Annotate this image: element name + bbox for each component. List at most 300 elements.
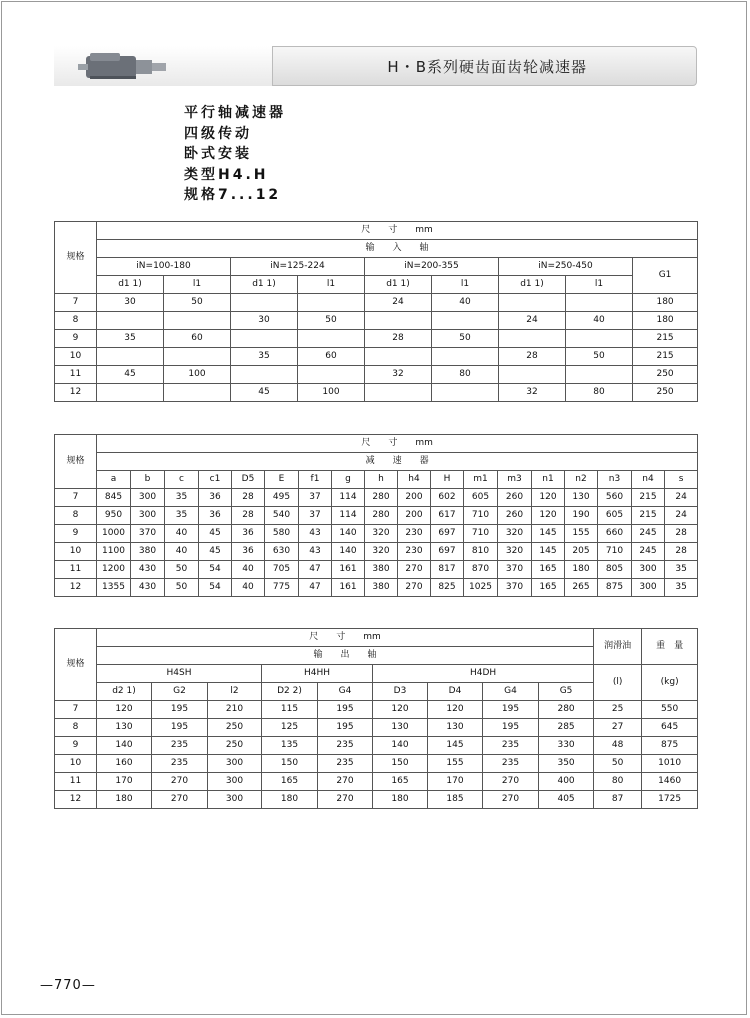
value-cell: 50 bbox=[432, 330, 499, 348]
value-cell: 120 bbox=[428, 701, 483, 719]
group-header: 减 速 器 bbox=[97, 453, 698, 471]
value-cell bbox=[566, 294, 633, 312]
ratio-header: iN=125-224 bbox=[231, 258, 365, 276]
value-cell: 1725 bbox=[642, 791, 698, 809]
value-cell: 195 bbox=[483, 701, 539, 719]
value-cell: 145 bbox=[428, 737, 483, 755]
value-cell: 550 bbox=[642, 701, 698, 719]
column-header: d1 1) bbox=[97, 276, 164, 294]
spec-cell: 11 bbox=[55, 366, 97, 384]
column-header: l1 bbox=[432, 276, 499, 294]
value-cell: 195 bbox=[152, 719, 208, 737]
value-cell: 36 bbox=[199, 489, 232, 507]
value-cell: 270 bbox=[483, 773, 539, 791]
reducer-dimension-table bbox=[54, 434, 698, 597]
value-cell: 24 bbox=[665, 489, 698, 507]
value-cell: 200 bbox=[398, 489, 431, 507]
gear-reducer-icon bbox=[76, 50, 186, 82]
value-cell: 165 bbox=[373, 773, 428, 791]
value-cell: 300 bbox=[208, 791, 262, 809]
table-row bbox=[55, 773, 698, 791]
value-cell: 50 bbox=[594, 755, 642, 773]
value-cell bbox=[499, 366, 566, 384]
value-cell: 875 bbox=[642, 737, 698, 755]
value-cell: 35 bbox=[665, 579, 698, 597]
value-cell: 825 bbox=[431, 579, 464, 597]
table-row bbox=[55, 348, 698, 366]
value-cell: 50 bbox=[165, 579, 199, 597]
value-cell: 270 bbox=[398, 579, 431, 597]
column-header: d1 1) bbox=[499, 276, 566, 294]
value-cell: 1460 bbox=[642, 773, 698, 791]
value-cell: 235 bbox=[318, 755, 373, 773]
value-cell: 215 bbox=[633, 330, 698, 348]
value-cell: 215 bbox=[632, 489, 665, 507]
value-cell bbox=[365, 384, 432, 402]
value-cell: 161 bbox=[332, 561, 365, 579]
value-cell: 120 bbox=[97, 701, 152, 719]
value-cell: 270 bbox=[152, 773, 208, 791]
value-cell: 380 bbox=[131, 543, 165, 561]
weight-unit: (kg) bbox=[642, 665, 698, 701]
value-cell: 875 bbox=[598, 579, 632, 597]
value-cell: 24 bbox=[499, 312, 566, 330]
column-header: E bbox=[265, 471, 299, 489]
spec-cell: 11 bbox=[55, 561, 97, 579]
column-header: H bbox=[431, 471, 464, 489]
value-cell: 630 bbox=[265, 543, 299, 561]
value-cell: 250 bbox=[208, 719, 262, 737]
value-cell: 280 bbox=[365, 489, 398, 507]
value-cell: 200 bbox=[398, 507, 431, 525]
subgroup-header: H4DH bbox=[373, 665, 594, 683]
value-cell: 580 bbox=[265, 525, 299, 543]
value-cell: 28 bbox=[232, 489, 265, 507]
value-cell: 270 bbox=[318, 773, 373, 791]
value-cell: 350 bbox=[539, 755, 594, 773]
column-header: a bbox=[97, 471, 131, 489]
value-cell: 710 bbox=[464, 507, 498, 525]
column-header: f1 bbox=[299, 471, 332, 489]
value-cell: 160 bbox=[97, 755, 152, 773]
value-cell: 320 bbox=[365, 543, 398, 561]
value-cell: 45 bbox=[231, 384, 298, 402]
output-shaft-table bbox=[54, 628, 698, 809]
value-cell: 120 bbox=[532, 507, 565, 525]
column-header: m1 bbox=[464, 471, 498, 489]
value-cell: 810 bbox=[464, 543, 498, 561]
spec-cell: 8 bbox=[55, 507, 97, 525]
group-header: 输 入 轴 bbox=[97, 240, 698, 258]
header-title: H・B系列硬齿面齿轮减速器 bbox=[387, 58, 587, 76]
value-cell: 1010 bbox=[642, 755, 698, 773]
column-header: n3 bbox=[598, 471, 632, 489]
value-cell: 45 bbox=[97, 366, 164, 384]
value-cell: 300 bbox=[131, 507, 165, 525]
value-cell: 150 bbox=[262, 755, 318, 773]
value-cell: 1025 bbox=[464, 579, 498, 597]
value-cell bbox=[432, 348, 499, 366]
value-cell bbox=[164, 384, 231, 402]
value-cell: 145 bbox=[532, 543, 565, 561]
value-cell: 660 bbox=[598, 525, 632, 543]
value-cell: 35 bbox=[231, 348, 298, 366]
value-cell: 370 bbox=[131, 525, 165, 543]
value-cell: 845 bbox=[97, 489, 131, 507]
value-cell: 235 bbox=[483, 737, 539, 755]
column-header: d2 1) bbox=[97, 683, 152, 701]
value-cell: 54 bbox=[199, 579, 232, 597]
value-cell: 36 bbox=[232, 525, 265, 543]
value-cell bbox=[97, 384, 164, 402]
column-header: D2 2) bbox=[262, 683, 318, 701]
table-row bbox=[55, 719, 698, 737]
column-header: m3 bbox=[498, 471, 532, 489]
column-header: D5 bbox=[232, 471, 265, 489]
column-header: h4 bbox=[398, 471, 431, 489]
value-cell bbox=[164, 312, 231, 330]
spec-cell: 12 bbox=[55, 791, 97, 809]
value-cell bbox=[97, 348, 164, 366]
table-row bbox=[55, 543, 698, 561]
subgroup-header: H4HH bbox=[262, 665, 373, 683]
table-row bbox=[55, 579, 698, 597]
spec-cell: 11 bbox=[55, 773, 97, 791]
spec-cell: 12 bbox=[55, 579, 97, 597]
value-cell: 775 bbox=[265, 579, 299, 597]
value-cell: 170 bbox=[428, 773, 483, 791]
value-cell bbox=[231, 294, 298, 312]
value-cell: 270 bbox=[318, 791, 373, 809]
value-cell: 25 bbox=[594, 701, 642, 719]
column-header: h bbox=[365, 471, 398, 489]
g1-header: G1 bbox=[633, 258, 698, 294]
table-row bbox=[55, 312, 698, 330]
value-cell: 210 bbox=[208, 701, 262, 719]
ratio-header: iN=250-450 bbox=[499, 258, 633, 276]
column-header: G2 bbox=[152, 683, 208, 701]
value-cell: 60 bbox=[164, 330, 231, 348]
value-cell: 28 bbox=[665, 525, 698, 543]
value-cell: 1000 bbox=[97, 525, 131, 543]
value-cell: 230 bbox=[398, 525, 431, 543]
spec-cell: 7 bbox=[55, 489, 97, 507]
value-cell: 35 bbox=[165, 507, 199, 525]
value-cell: 140 bbox=[332, 543, 365, 561]
value-cell: 145 bbox=[532, 525, 565, 543]
column-header: d1 1) bbox=[365, 276, 432, 294]
value-cell: 270 bbox=[152, 791, 208, 809]
value-cell: 185 bbox=[428, 791, 483, 809]
value-cell: 43 bbox=[299, 543, 332, 561]
dimension-header: 尺 寸 mm bbox=[97, 222, 698, 240]
value-cell: 300 bbox=[208, 773, 262, 791]
value-cell: 50 bbox=[165, 561, 199, 579]
column-header: l1 bbox=[298, 276, 365, 294]
value-cell: 405 bbox=[539, 791, 594, 809]
value-cell: 50 bbox=[298, 312, 365, 330]
value-cell: 40 bbox=[165, 543, 199, 561]
value-cell: 235 bbox=[318, 737, 373, 755]
subgroup-header: H4SH bbox=[97, 665, 262, 683]
spec-cell: 7 bbox=[55, 701, 97, 719]
value-cell: 380 bbox=[365, 561, 398, 579]
value-cell: 114 bbox=[332, 507, 365, 525]
column-header: d1 1) bbox=[231, 276, 298, 294]
value-cell: 270 bbox=[483, 791, 539, 809]
value-cell: 35 bbox=[665, 561, 698, 579]
spec-cell: 8 bbox=[55, 719, 97, 737]
value-cell: 80 bbox=[566, 384, 633, 402]
value-cell: 37 bbox=[299, 507, 332, 525]
value-cell: 120 bbox=[532, 489, 565, 507]
column-header: c1 bbox=[199, 471, 232, 489]
table-row bbox=[55, 366, 698, 384]
value-cell: 50 bbox=[164, 294, 231, 312]
value-cell: 260 bbox=[498, 489, 532, 507]
value-cell: 190 bbox=[565, 507, 598, 525]
column-header: n1 bbox=[532, 471, 565, 489]
value-cell: 300 bbox=[632, 579, 665, 597]
value-cell: 205 bbox=[565, 543, 598, 561]
value-cell: 370 bbox=[498, 579, 532, 597]
value-cell bbox=[298, 294, 365, 312]
value-cell: 45 bbox=[199, 543, 232, 561]
value-cell bbox=[499, 294, 566, 312]
value-cell: 320 bbox=[498, 525, 532, 543]
value-cell: 47 bbox=[299, 579, 332, 597]
value-cell bbox=[298, 330, 365, 348]
value-cell: 300 bbox=[632, 561, 665, 579]
spec-line-model: 类型H4.H bbox=[184, 166, 269, 183]
spec-cell: 10 bbox=[55, 543, 97, 561]
value-cell: 235 bbox=[152, 737, 208, 755]
column-header: l1 bbox=[164, 276, 231, 294]
value-cell bbox=[432, 384, 499, 402]
spec-block bbox=[184, 103, 286, 206]
value-cell: 135 bbox=[262, 737, 318, 755]
value-cell bbox=[97, 312, 164, 330]
spec-cell: 10 bbox=[55, 755, 97, 773]
value-cell: 130 bbox=[97, 719, 152, 737]
table-row bbox=[55, 525, 698, 543]
value-cell bbox=[432, 312, 499, 330]
value-cell: 400 bbox=[539, 773, 594, 791]
value-cell bbox=[298, 366, 365, 384]
value-cell bbox=[365, 312, 432, 330]
value-cell: 115 bbox=[262, 701, 318, 719]
value-cell: 120 bbox=[373, 701, 428, 719]
spec-line-mounting: 卧式安装 bbox=[184, 146, 252, 162]
oil-header: 润滑油 bbox=[594, 629, 642, 665]
table-row bbox=[55, 507, 698, 525]
value-cell: 280 bbox=[539, 701, 594, 719]
value-cell: 245 bbox=[632, 543, 665, 561]
value-cell: 245 bbox=[632, 525, 665, 543]
value-cell: 27 bbox=[594, 719, 642, 737]
value-cell: 320 bbox=[365, 525, 398, 543]
value-cell: 380 bbox=[365, 579, 398, 597]
table-row bbox=[55, 489, 698, 507]
value-cell: 47 bbox=[299, 561, 332, 579]
oil-unit: (l) bbox=[594, 665, 642, 701]
value-cell: 155 bbox=[565, 525, 598, 543]
value-cell: 540 bbox=[265, 507, 299, 525]
table-row bbox=[55, 737, 698, 755]
value-cell: 161 bbox=[332, 579, 365, 597]
value-cell: 180 bbox=[97, 791, 152, 809]
value-cell: 45 bbox=[199, 525, 232, 543]
value-cell: 165 bbox=[532, 561, 565, 579]
value-cell: 50 bbox=[566, 348, 633, 366]
value-cell: 180 bbox=[373, 791, 428, 809]
value-cell: 617 bbox=[431, 507, 464, 525]
value-cell: 265 bbox=[565, 579, 598, 597]
spec-cell: 10 bbox=[55, 348, 97, 366]
value-cell: 170 bbox=[97, 773, 152, 791]
value-cell bbox=[499, 330, 566, 348]
value-cell: 36 bbox=[232, 543, 265, 561]
value-cell: 40 bbox=[165, 525, 199, 543]
table-row bbox=[55, 701, 698, 719]
dimension-header: 尺 寸 mm bbox=[97, 435, 698, 453]
column-header: G4 bbox=[318, 683, 373, 701]
value-cell bbox=[231, 366, 298, 384]
page-number: —770— bbox=[40, 978, 96, 993]
value-cell: 180 bbox=[633, 312, 698, 330]
column-header: b bbox=[131, 471, 165, 489]
value-cell: 215 bbox=[632, 507, 665, 525]
value-cell: 817 bbox=[431, 561, 464, 579]
value-cell: 40 bbox=[566, 312, 633, 330]
value-cell: 950 bbox=[97, 507, 131, 525]
value-cell: 697 bbox=[431, 525, 464, 543]
value-cell: 1100 bbox=[97, 543, 131, 561]
value-cell: 430 bbox=[131, 561, 165, 579]
value-cell: 37 bbox=[299, 489, 332, 507]
value-cell: 28 bbox=[365, 330, 432, 348]
value-cell: 100 bbox=[164, 366, 231, 384]
ratio-header: iN=100-180 bbox=[97, 258, 231, 276]
weight-header: 重 量 bbox=[642, 629, 698, 665]
value-cell: 705 bbox=[265, 561, 299, 579]
value-cell bbox=[566, 366, 633, 384]
value-cell: 30 bbox=[97, 294, 164, 312]
input-shaft-table bbox=[54, 221, 698, 402]
value-cell: 320 bbox=[498, 543, 532, 561]
spec-line-reducer-type: 平行轴减速器 bbox=[184, 105, 286, 121]
value-cell bbox=[566, 330, 633, 348]
table-row bbox=[55, 330, 698, 348]
value-cell: 605 bbox=[598, 507, 632, 525]
column-header: n4 bbox=[632, 471, 665, 489]
value-cell: 195 bbox=[152, 701, 208, 719]
value-cell: 165 bbox=[532, 579, 565, 597]
value-cell: 30 bbox=[231, 312, 298, 330]
value-cell: 1355 bbox=[97, 579, 131, 597]
value-cell: 40 bbox=[232, 561, 265, 579]
column-header: D3 bbox=[373, 683, 428, 701]
value-cell: 100 bbox=[298, 384, 365, 402]
spec-header: 规格 bbox=[55, 222, 97, 294]
value-cell: 195 bbox=[318, 701, 373, 719]
page-header bbox=[54, 46, 697, 86]
table-row bbox=[55, 791, 698, 809]
value-cell: 430 bbox=[131, 579, 165, 597]
group-header: 输 出 轴 bbox=[97, 647, 594, 665]
column-header: D4 bbox=[428, 683, 483, 701]
value-cell: 1200 bbox=[97, 561, 131, 579]
value-cell: 710 bbox=[598, 543, 632, 561]
value-cell: 40 bbox=[232, 579, 265, 597]
table-row bbox=[55, 755, 698, 773]
column-header: G5 bbox=[539, 683, 594, 701]
value-cell: 32 bbox=[365, 366, 432, 384]
value-cell: 48 bbox=[594, 737, 642, 755]
column-header: l2 bbox=[208, 683, 262, 701]
column-header: G4 bbox=[483, 683, 539, 701]
value-cell: 215 bbox=[633, 348, 698, 366]
spec-header: 规格 bbox=[55, 629, 97, 701]
value-cell: 195 bbox=[483, 719, 539, 737]
value-cell: 40 bbox=[432, 294, 499, 312]
value-cell: 130 bbox=[428, 719, 483, 737]
value-cell: 24 bbox=[665, 507, 698, 525]
value-cell: 180 bbox=[633, 294, 698, 312]
value-cell: 870 bbox=[464, 561, 498, 579]
column-header: c bbox=[165, 471, 199, 489]
value-cell: 28 bbox=[499, 348, 566, 366]
value-cell: 260 bbox=[498, 507, 532, 525]
value-cell: 24 bbox=[365, 294, 432, 312]
value-cell: 230 bbox=[398, 543, 431, 561]
value-cell: 805 bbox=[598, 561, 632, 579]
value-cell: 180 bbox=[565, 561, 598, 579]
value-cell: 235 bbox=[483, 755, 539, 773]
value-cell: 235 bbox=[152, 755, 208, 773]
value-cell: 250 bbox=[633, 366, 698, 384]
value-cell: 270 bbox=[398, 561, 431, 579]
value-cell: 495 bbox=[265, 489, 299, 507]
dimension-header: 尺 寸 mm bbox=[97, 629, 594, 647]
value-cell bbox=[164, 348, 231, 366]
header-tab bbox=[54, 46, 273, 86]
spec-line-stages: 四级传动 bbox=[184, 125, 252, 142]
value-cell: 710 bbox=[464, 525, 498, 543]
value-cell: 140 bbox=[373, 737, 428, 755]
value-cell bbox=[231, 330, 298, 348]
value-cell: 32 bbox=[499, 384, 566, 402]
spec-cell: 9 bbox=[55, 525, 97, 543]
value-cell: 36 bbox=[199, 507, 232, 525]
spec-cell: 12 bbox=[55, 384, 97, 402]
column-header: g bbox=[332, 471, 365, 489]
value-cell: 80 bbox=[594, 773, 642, 791]
value-cell: 114 bbox=[332, 489, 365, 507]
value-cell: 250 bbox=[633, 384, 698, 402]
value-cell: 35 bbox=[97, 330, 164, 348]
spec-cell: 8 bbox=[55, 312, 97, 330]
value-cell: 370 bbox=[498, 561, 532, 579]
value-cell: 140 bbox=[332, 525, 365, 543]
value-cell: 195 bbox=[318, 719, 373, 737]
table-row bbox=[55, 384, 698, 402]
value-cell: 602 bbox=[431, 489, 464, 507]
value-cell: 125 bbox=[262, 719, 318, 737]
spec-header: 规格 bbox=[55, 435, 97, 489]
value-cell: 155 bbox=[428, 755, 483, 773]
value-cell: 285 bbox=[539, 719, 594, 737]
